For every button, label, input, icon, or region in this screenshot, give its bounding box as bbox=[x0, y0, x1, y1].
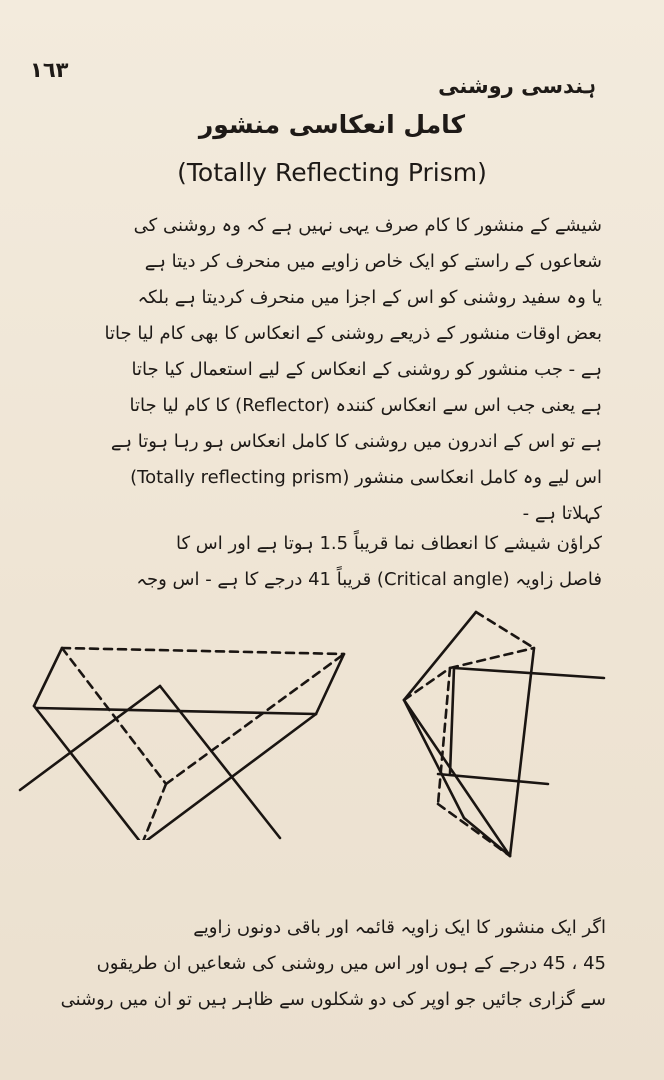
prism-edge bbox=[476, 612, 534, 648]
light-ray bbox=[36, 708, 316, 714]
text-line: 45 ، 45 درجے کے ہوں اور اس میں روشنی کی شعاعیں ان طریقوں bbox=[96, 953, 606, 974]
text-line: اس لیے وہ کامل انعکاسی منشور (Totally reflecting prism) bbox=[130, 467, 602, 488]
text-line: شیشے کے منشور کا کام صرف یہی نہیں ہے کہ وہ روشنی کی bbox=[133, 215, 602, 236]
running-head: ہندسی روشنی bbox=[438, 74, 596, 98]
prism-diagram-reflection-90 bbox=[18, 640, 350, 840]
text-line: کہلاتا ہے - bbox=[522, 503, 602, 524]
text-line: فاصل زاویہ (Critical angle) قریباً 41 درجے کا ہے - اس وجہ bbox=[136, 569, 602, 590]
prism-edge bbox=[510, 648, 534, 856]
text-line: یا وہ سفید روشنی کو اس کے اجزا میں منحرف کردیتا ہے بلکہ bbox=[137, 287, 602, 308]
prism-hidden-edge bbox=[142, 784, 166, 840]
prism-edge bbox=[142, 714, 316, 840]
prism-edge bbox=[404, 700, 464, 818]
text-line: کراؤن شیشے کا انعطاف نما قریباً 1.5 ہوتا ہے اور اس کا bbox=[176, 533, 602, 554]
text-line: ہے یعنی جب اس سے انعکاس کنندہ (Reflector) کا کام لیا جاتا bbox=[129, 395, 602, 416]
prism-hidden-edge bbox=[166, 654, 344, 784]
text-line: اگر ایک منشور کا ایک زاویہ قائمہ اور باقی دونوں زاویے bbox=[193, 917, 606, 938]
text-line: ہے - جب منشور کو روشنی کے انعکاس کے لیے استعمال کیا جاتا bbox=[131, 359, 602, 380]
prism-edge bbox=[34, 706, 142, 840]
page-number: ١٦٣ bbox=[30, 58, 69, 82]
text-line: سے گزاری جائیں جو اوپر کی دو شکلوں سے ظاہر ہیں تو ان میں روشنی bbox=[60, 989, 606, 1010]
prism-hidden-edge bbox=[438, 804, 510, 856]
prism-edge bbox=[62, 648, 344, 654]
prism-diagram-reflection-180 bbox=[398, 608, 608, 862]
text-line: ہے تو اس کے اندرون میں روشنی کا کامل انعکاس ہو رہا ہوتا ہے bbox=[110, 431, 602, 452]
paragraph-1 bbox=[24, 208, 602, 532]
paragraph-2 bbox=[24, 526, 602, 598]
light-ray bbox=[20, 686, 160, 790]
light-ray bbox=[450, 668, 454, 774]
section-title-english: (Totally Reflecting Prism) bbox=[177, 158, 487, 187]
section-title-urdu: کامل انعکاسی منشور bbox=[198, 110, 466, 139]
prism-hidden-edge bbox=[450, 648, 534, 668]
paragraph-3 bbox=[24, 910, 606, 1018]
light-ray bbox=[160, 686, 280, 838]
prism-edge bbox=[34, 648, 62, 706]
light-ray bbox=[454, 668, 604, 678]
prism-hidden-edge bbox=[438, 668, 450, 804]
text-line: شعاعوں کے راستے کو ایک خاص زاویے میں منحرف کر دیتا ہے bbox=[144, 251, 602, 272]
prism-edge bbox=[404, 612, 476, 700]
text-line: بعض اوقات منشور کے ذریعے روشنی کے انعکاس کا بھی کام لیا جاتا bbox=[104, 323, 602, 344]
